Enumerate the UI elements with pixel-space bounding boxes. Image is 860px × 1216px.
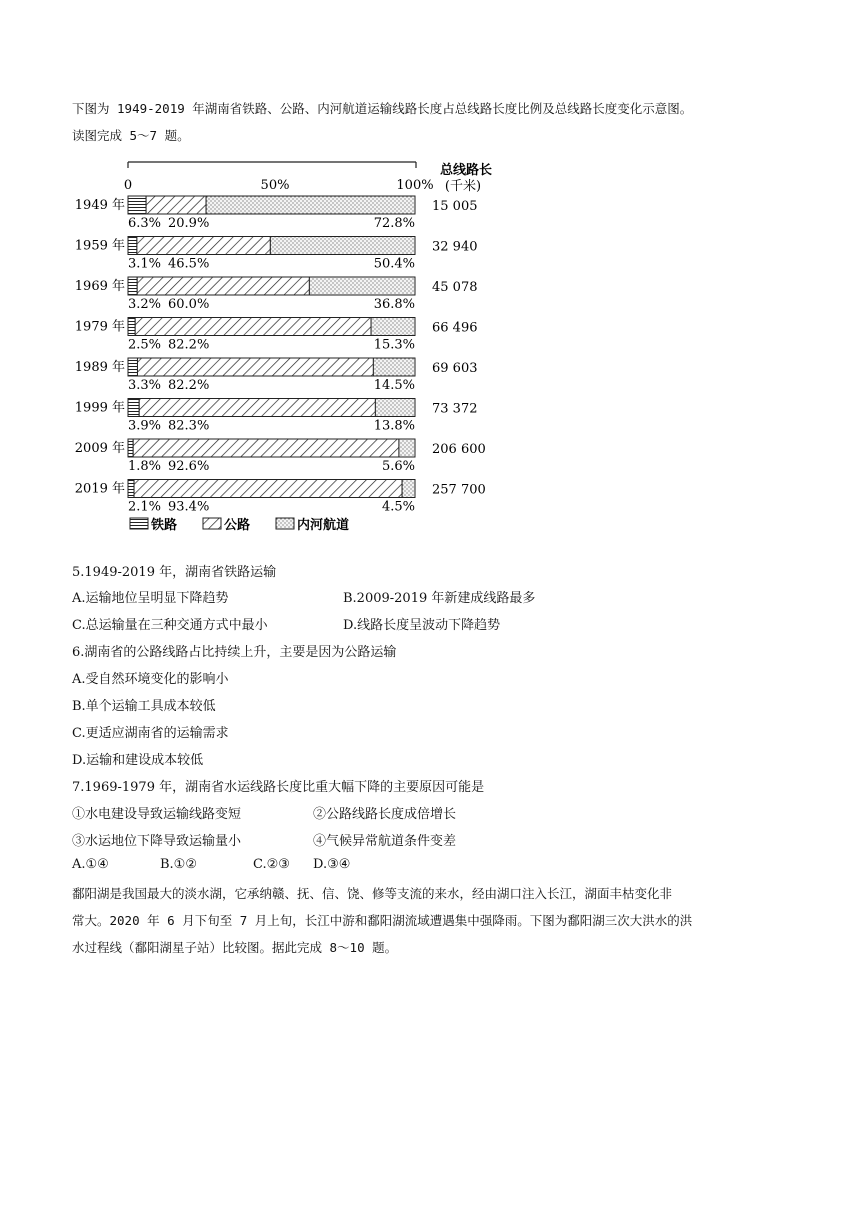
question-7-option-b[interactable]: B.①② [160,857,197,872]
bar-road [134,480,402,498]
question-7-statement-2: ②公路线路长度成倍增长 [313,807,457,822]
bar-road [146,196,206,214]
year-label: 1999 年 [74,400,125,416]
road-share-label: 46.5% [168,256,210,272]
bar-rail [128,277,137,295]
rail-share-label: 3.1% [128,256,162,272]
question-6-stem: 6.湖南省的公路线路占比持续上升，主要是因为公路运输 [72,645,397,660]
question-7-option-c[interactable]: C.②③ [253,857,290,872]
legend-swatch-rail [130,518,148,529]
year-label: 2009 年 [74,441,125,456]
bar-road [133,439,399,457]
transport-share-chart [70,152,510,542]
bar-rail [128,439,133,457]
total-length-value: 257 700 [432,482,486,498]
bar-river [375,399,415,417]
bars [75,196,486,515]
road-share-label: 92.6% [168,459,210,474]
rail-share-label: 2.5% [128,337,162,353]
rail-share-label: 3.9% [128,418,162,434]
year-label: 1969 年 [74,279,125,294]
rail-share-label: 2.1% [128,499,162,515]
total-length-value: 15 005 [432,199,478,214]
road-share-label: 82.2% [168,337,210,353]
rail-share-label: 3.3% [128,378,162,393]
bar-river [399,439,415,457]
passage-line-2: 常大。2020 年 6 月下旬至 7 月上旬，长江中游和鄱阳湖流域遭遇集中强降雨。下图为鄱阳湖三次大洪水的洪 [72,913,693,928]
question-5-option-b[interactable]: B.2009-2019 年新建成线路最多 [343,591,536,606]
legend [130,517,349,533]
year-label: 1979 年 [74,319,125,335]
total-length-value: 66 496 [432,320,478,336]
road-share-label: 60.0% [168,297,210,312]
bar-river [402,480,415,498]
bar-rail [128,196,146,214]
bar-river [270,237,415,255]
question-7-statement-1: ①水电建设导致运输线路变短 [72,807,242,822]
bar-river [309,277,415,295]
question-6-option-d[interactable]: D.运输和建设成本较低 [72,753,204,768]
road-share-label: 20.9% [168,216,210,231]
bar-river [206,196,415,214]
question-7-option-a[interactable]: A.①④ [72,857,109,872]
passage-line-1: 鄱阳湖是我国最大的淡水湖，它承纳赣、抚、信、饶、修等支流的来水，经由湖口注入长江，湖面丰枯变化非 [72,886,673,901]
question-5-option-a[interactable]: A.运输地位呈明显下降趋势 [72,591,229,606]
totals-unit: (千米) [444,179,482,194]
river-share-label: 15.3% [373,337,415,353]
question-7-statement-3: ③水运地位下降导致运输量小 [72,834,242,849]
bar-road [137,277,309,295]
question-5-stem: 5.1949-2019 年，湖南省铁路运输 [72,565,277,580]
rail-share-label: 1.8% [128,459,162,474]
question-5-option-d[interactable]: D.线路长度呈波动下降趋势 [343,618,501,633]
bar-road [135,318,371,336]
river-share-label: 13.8% [373,418,415,434]
total-length-value: 32 940 [432,239,478,255]
total-length-value: 69 603 [432,361,478,376]
river-share-label: 72.8% [373,216,415,231]
rail-share-label: 6.3% [128,216,162,231]
intro-line-2: 读图完成 5～7 题。 [72,128,190,143]
bar-road [137,237,270,255]
rail-share-label: 3.2% [128,297,162,312]
intro-line-1: 下图为 1949-2019 年湖南省铁路、公路、内河航道运输线路长度占总线路长度比例及总线路长度变化示意图。 [72,101,693,116]
chart-axis [124,162,492,194]
totals-header: 总线路长 [439,163,493,178]
question-6-option-c[interactable]: C.更适应湖南省的运输需求 [72,726,229,741]
road-share-label: 82.3% [168,418,210,434]
bar-river [371,318,415,336]
year-label: 1989 年 [74,360,125,375]
question-6-option-b[interactable]: B.单个运输工具成本较低 [72,699,216,714]
question-6-option-a[interactable]: A.受自然环境变化的影响小 [72,672,229,687]
bar-rail [128,480,134,498]
river-share-label: 36.8% [373,297,415,312]
question-7-stem: 7.1969-1979 年，湖南省水运线路长度比重大幅下降的主要原因可能是 [72,780,485,795]
road-share-label: 82.2% [168,378,210,393]
legend-swatch-road [203,518,221,529]
bar-rail [128,318,135,336]
river-share-label: 5.6% [381,459,415,474]
passage-line-3: 水过程线（鄱阳湖星子站）比较图。据此完成 8～10 题。 [72,940,398,955]
axis-tick-label: 0 [123,178,133,193]
legend-label-river: 内河航道 [297,518,350,533]
legend-label-rail: 铁路 [151,518,178,533]
axis-tick-label: 100% [396,178,434,193]
total-length-value: 206 600 [432,442,486,457]
question-7-statement-4: ④气候异常航道条件变差 [313,834,457,849]
bar-road [137,358,373,376]
legend-label-road: 公路 [224,518,251,533]
road-share-label: 93.4% [168,499,210,515]
bar-rail [128,358,137,376]
question-7-option-d[interactable]: D.③④ [313,857,351,872]
total-length-value: 45 078 [432,280,478,295]
year-label: 1959 年 [74,238,125,254]
year-label: 1949 年 [74,198,125,213]
axis-tick-label: 50% [260,178,290,193]
river-share-label: 14.5% [373,378,415,393]
legend-swatch-river [276,518,294,529]
year-label: 2019 年 [74,481,125,497]
river-share-label: 4.5% [381,499,415,515]
bar-rail [128,399,139,417]
question-5-option-c[interactable]: C.总运输量在三种交通方式中最小 [72,618,268,633]
bar-rail [128,237,137,255]
river-share-label: 50.4% [373,256,415,272]
bar-road [139,399,375,417]
bar-river [373,358,415,376]
total-length-value: 73 372 [432,401,478,417]
